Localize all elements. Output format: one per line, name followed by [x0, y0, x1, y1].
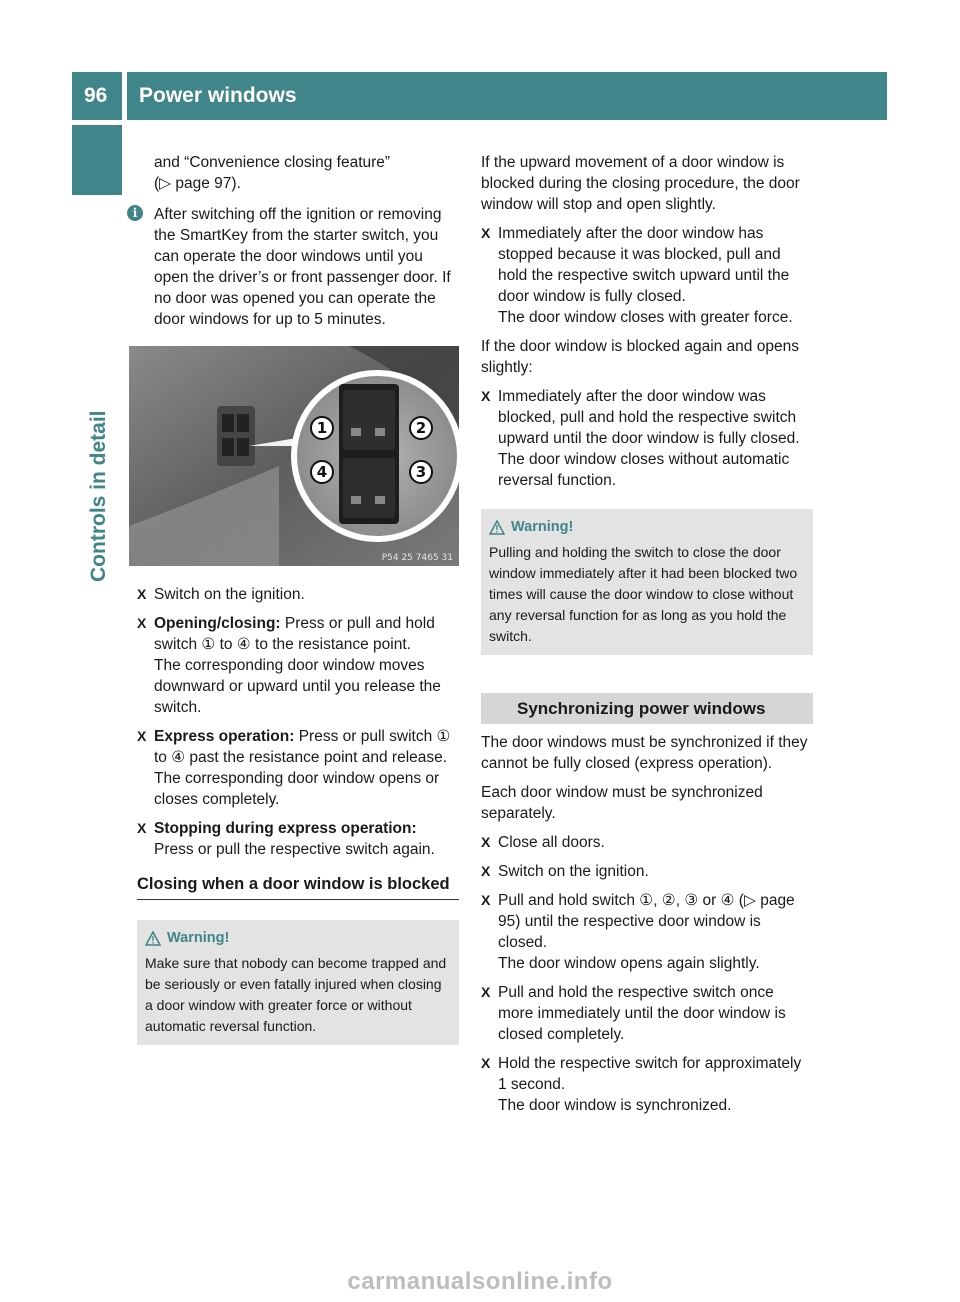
intro-line-2: (▷ page 97). [154, 175, 241, 192]
window-switch-illustration [129, 346, 459, 566]
warning-text: Pulling and holding the switch to close the door window immediately after it had been blocked two times will cause the door window to close without any reversal function for as long as you hold the switch. [489, 544, 798, 644]
step-marker-icon: X [481, 1055, 491, 1071]
warning-text: Make sure that nobody can become trapped and be seriously or even fatally injured when closing a door window with greater force or without automatic reversal function. [145, 955, 447, 1034]
step-hold-switch: X Hold the respective switch for approximately 1 second. The door window is synchronized. [481, 1053, 813, 1116]
warning-box [137, 920, 459, 1045]
paragraph: The door windows must be synchronized if they cannot be fully closed (express operation). [481, 734, 808, 772]
callout-2: 2 [415, 419, 427, 437]
step-result: The door window closes with greater force. [498, 309, 793, 326]
step-ignition: X Switch on the ignition. [137, 586, 305, 603]
left-column [132, 152, 459, 1045]
step-result: The door window is synchronized. [498, 1097, 732, 1114]
step-marker-icon: X [137, 728, 147, 744]
warning-title: Warning! [145, 928, 451, 949]
intro-line-1: and “Convenience closing feature” [154, 154, 391, 171]
step-marker-icon: X [481, 388, 491, 404]
step-marker-icon: X [137, 586, 147, 602]
step-express-operation: X Express operation: Press or pull switch ① to ④ past the resistance point and release. The corresponding door window opens or closes completely. [137, 726, 459, 810]
step-marker-icon: X [137, 615, 147, 631]
callout-1: 1 [316, 419, 328, 437]
step-marker-icon: X [481, 863, 491, 879]
warning-box [481, 509, 813, 655]
step-result: The corresponding door window moves downward or upward until you release the switch. [154, 657, 441, 716]
step-marker-icon: X [481, 892, 491, 908]
right-column [481, 152, 813, 1124]
step-opening-closing: X Opening/closing: Press or pull and hold switch ① to ④ to the resistance point. The corresponding door window moves downward or upward until you release the switch. [137, 613, 459, 718]
step-marker-icon: X [481, 225, 491, 241]
callout-4: 4 [316, 463, 328, 481]
paragraph: If the door window is blocked again and opens slightly: [481, 338, 799, 376]
step-pull-hold-switch: X Pull and hold switch ①, ②, ③ or ④ (▷ page 95) until the respective door window is closed. The door window opens again slightly. [481, 890, 813, 974]
paragraph: Each door window must be synchronized separately. [481, 784, 763, 822]
warning-triangle-icon [145, 931, 161, 946]
section-heading: Synchronizing power windows [481, 693, 813, 724]
page-number: 96 [72, 72, 122, 120]
step-ignition: X Switch on the ignition. [481, 863, 649, 880]
watermark[interactable]: carmanualsonline.info [347, 1268, 613, 1295]
step-result: The door window opens again slightly. [498, 955, 760, 972]
step-result: The corresponding door window opens or closes completely. [154, 770, 440, 808]
step-stopping-express: X Stopping during express operation: Press or pull the respective switch again. [137, 820, 435, 858]
page-title: Power windows [127, 72, 887, 120]
step-pull-hold: X Immediately after the door window has stopped because it was blocked, pull and hold the respective switch upward until the door window is fully closed. The door window closes with greater force. [481, 223, 813, 328]
side-section-label: Controls in detail [87, 410, 110, 582]
callout-3: 3 [415, 463, 427, 481]
step-marker-icon: X [137, 820, 147, 836]
step-marker-icon: X [481, 834, 491, 850]
step-blocked-again: X Immediately after the door window was blocked, pull and hold the respective switch upward until the door window is fully closed. The door window closes without automatic reversal function. [481, 386, 813, 491]
warning-triangle-icon [489, 520, 505, 535]
step-result: The door window closes without automatic reversal function. [498, 451, 790, 489]
step-pull-hold-again: X Pull and hold the respective switch once more immediately until the door window is closed completely. [481, 984, 786, 1043]
photo-code: P54 25 7465 31 [381, 553, 453, 563]
paragraph: If the upward movement of a door window is blocked during the closing procedure, the door window will stop and open slightly. [481, 154, 800, 213]
window-switch-photo [129, 346, 459, 566]
info-note [132, 204, 459, 330]
info-text: After switching off the ignition or removing the SmartKey from the starter switch, you can operate the door windows until you open the driver’s or front passenger door. If no door was opened you can operate the door windows for up to 5 minutes. [154, 206, 451, 328]
step-close-doors: X Close all doors. [481, 834, 605, 851]
info-icon: i [127, 205, 143, 221]
subsection-heading: Closing when a door window is blocked [137, 874, 459, 900]
step-marker-icon: X [481, 984, 491, 1000]
warning-title: Warning! [489, 517, 805, 538]
side-tab-block [72, 125, 122, 195]
